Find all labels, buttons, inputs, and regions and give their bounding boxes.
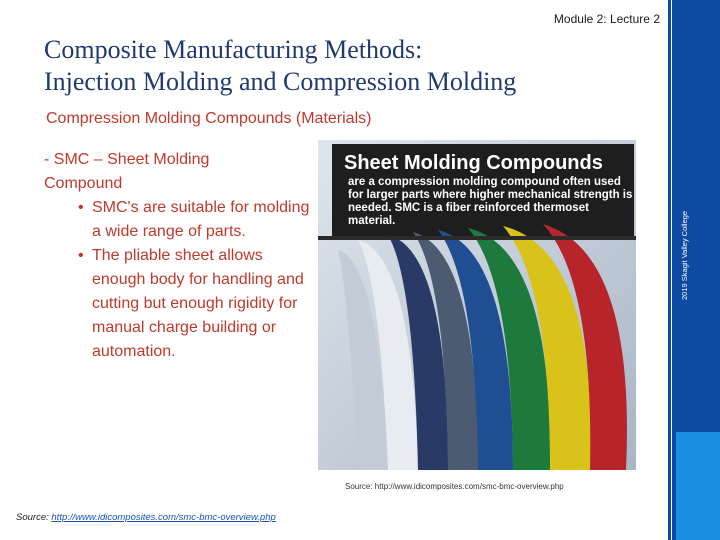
- title-line-1: Composite Manufacturing Methods:: [44, 35, 423, 64]
- source-prefix: Source:: [16, 512, 52, 523]
- section-subtitle: Compression Molding Compounds (Materials): [46, 110, 372, 127]
- heading-line-2: Compound: [44, 175, 123, 192]
- body-text: [44, 148, 314, 364]
- photo-title: Sheet Molding Compounds: [344, 152, 603, 174]
- bullet-text: The pliable sheet allows enough body for handling and cutting but enough rigidity for manual charge building or automation.: [92, 247, 304, 360]
- college-credit: 2019 Skagit Valley College: [680, 210, 689, 300]
- sidebar-accent-block: [676, 432, 720, 540]
- bullet-item: [78, 244, 314, 364]
- slide-title: [44, 34, 516, 98]
- source-link[interactable]: http://www.idicomposites.com/smc-bmc-overview.php: [51, 512, 276, 523]
- photo-source-caption: Source: http://www.idicomposites.com/smc-bmc-overview.php: [345, 482, 564, 491]
- title-line-2: Injection Molding and Compression Molding: [44, 67, 517, 96]
- photo-description: are a compression molding compound often used for larger parts where higher mechanical strength is needed. SMC is a fiber reinforced thermoset material.: [348, 176, 633, 227]
- sidebar-bar: [668, 0, 720, 540]
- sidebar-divider: [671, 0, 672, 540]
- heading-line-1: - SMC – Sheet Molding: [44, 151, 210, 168]
- module-label: Module 2: Lecture 2: [553, 12, 660, 26]
- bullet-icon: •: [78, 247, 84, 264]
- bullet-item: [78, 196, 314, 244]
- source-citation: [16, 512, 276, 523]
- bullet-text: SMC's are suitable for molding a wide range of parts.: [92, 199, 310, 240]
- bullet-list: [44, 196, 314, 364]
- smc-photo: [318, 140, 636, 470]
- bullet-icon: •: [78, 199, 84, 216]
